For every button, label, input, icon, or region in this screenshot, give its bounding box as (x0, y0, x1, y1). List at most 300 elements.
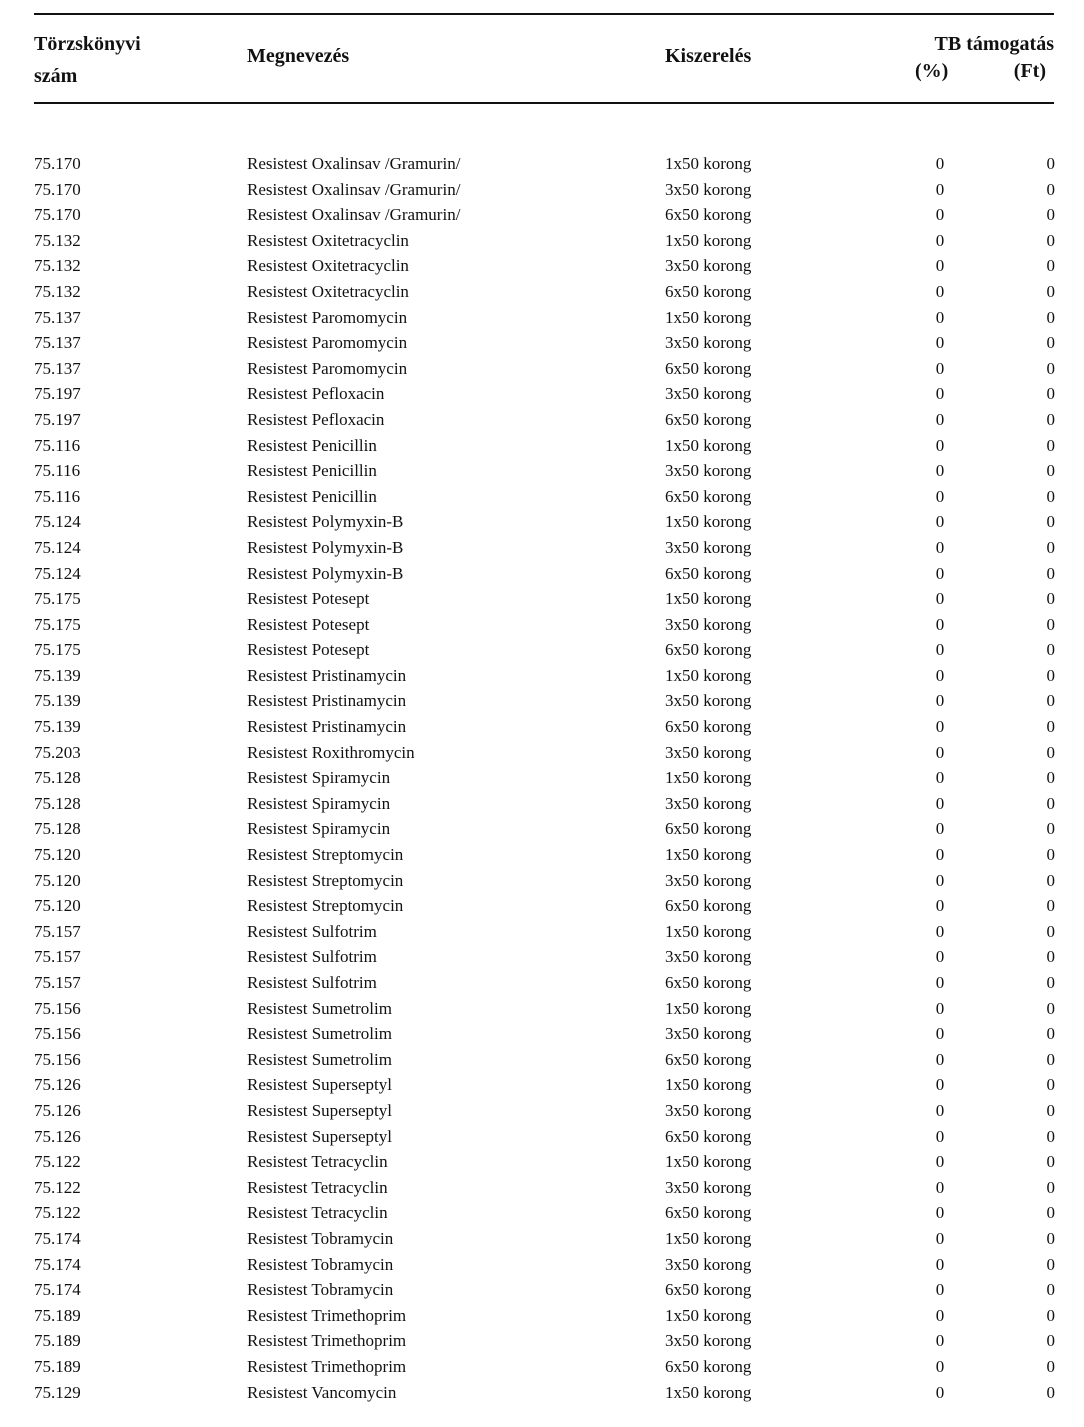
registry-number-cell: 75.174 (34, 1228, 81, 1248)
tb-percent-cell: 0 (935, 1331, 945, 1351)
product-name-cell: Resistest Tobramycin (247, 1228, 394, 1248)
registry-number-cell: 75.137 (34, 358, 81, 378)
tb-forint-cell: 0 (1046, 1024, 1055, 1044)
tb-percent-cell: 0 (935, 845, 945, 865)
packaging-cell: 3x50 korong (665, 256, 752, 276)
registry-number-cell: 75.156 (34, 998, 81, 1018)
product-name-cell: Resistest Paromomycin (247, 333, 408, 353)
registry-number-cell: 75.116 (34, 461, 81, 481)
registry-number-cell: 75.175 (34, 614, 81, 634)
product-name-cell: Resistest Trimethoprim (247, 1331, 407, 1351)
table-row (0, 509, 1084, 535)
product-name-cell: Resistest Sulfotrim (247, 947, 377, 967)
tb-percent-cell: 0 (935, 768, 945, 788)
tb-percent-cell: 0 (935, 870, 945, 890)
packaging-cell: 1x50 korong (665, 768, 752, 788)
product-name-cell: Resistest Oxitetracyclin (247, 281, 409, 301)
packaging-cell: 6x50 korong (665, 1049, 752, 1069)
product-name-cell: Resistest Oxitetracyclin (247, 230, 409, 250)
tb-forint-cell: 0 (1046, 1126, 1055, 1146)
table-row (0, 944, 1084, 970)
table-row (0, 688, 1084, 714)
tb-percent-cell: 0 (935, 1254, 945, 1274)
tb-forint-cell: 0 (1046, 563, 1055, 583)
tb-forint-cell: 0 (1046, 230, 1055, 250)
tb-forint-cell: 0 (1046, 1228, 1055, 1248)
product-name-cell: Resistest Tetracyclin (247, 1177, 388, 1197)
tb-percent-cell: 0 (935, 1356, 945, 1376)
tb-forint-cell: 0 (1046, 665, 1055, 685)
product-name-cell: Resistest Penicillin (247, 486, 377, 506)
registry-number-cell: 75.124 (34, 537, 81, 557)
header-percent: (%) (915, 60, 949, 82)
product-name-cell: Resistest Penicillin (247, 461, 377, 481)
table-row (0, 740, 1084, 766)
tb-percent-cell: 0 (935, 384, 945, 404)
packaging-cell: 1x50 korong (665, 512, 752, 532)
tb-forint-cell: 0 (1046, 793, 1055, 813)
product-name-cell: Resistest Vancomycin (247, 1382, 397, 1402)
packaging-cell: 6x50 korong (665, 1280, 752, 1300)
table-row (0, 1226, 1084, 1252)
registry-number-cell: 75.128 (34, 768, 81, 788)
registry-number-cell: 75.137 (34, 307, 81, 327)
product-name-cell: Resistest Potesept (247, 589, 370, 609)
table-row (0, 714, 1084, 740)
table-row (0, 586, 1084, 612)
tb-forint-cell: 0 (1046, 435, 1055, 455)
tb-percent-cell: 0 (935, 1382, 945, 1402)
product-name-cell: Resistest Polymyxin-B (247, 563, 404, 583)
product-name-cell: Resistest Sumetrolim (247, 1049, 392, 1069)
tb-forint-cell: 0 (1046, 537, 1055, 557)
product-name-cell: Resistest Oxitetracyclin (247, 256, 409, 276)
tb-forint-cell: 0 (1046, 281, 1055, 301)
tb-percent-cell: 0 (935, 461, 945, 481)
packaging-cell: 3x50 korong (665, 1331, 752, 1351)
table-row (0, 1252, 1084, 1278)
tb-forint-cell: 0 (1046, 307, 1055, 327)
product-name-cell: Resistest Polymyxin-B (247, 537, 404, 557)
tb-percent-cell: 0 (935, 665, 945, 685)
packaging-cell: 6x50 korong (665, 563, 752, 583)
tb-forint-cell: 0 (1046, 870, 1055, 890)
packaging-cell: 1x50 korong (665, 1382, 752, 1402)
tb-forint-cell: 0 (1046, 896, 1055, 916)
tb-percent-cell: 0 (935, 358, 945, 378)
registry-number-cell: 75.132 (34, 230, 81, 250)
table-row (0, 1149, 1084, 1175)
tb-forint-cell: 0 (1046, 1356, 1055, 1376)
product-name-cell: Resistest Pefloxacin (247, 409, 385, 429)
packaging-cell: 3x50 korong (665, 537, 752, 557)
tb-forint-cell: 0 (1046, 768, 1055, 788)
table-row (0, 305, 1084, 331)
registry-number-cell: 75.124 (34, 563, 81, 583)
registry-number-cell: 75.175 (34, 589, 81, 609)
tb-percent-cell: 0 (935, 640, 945, 660)
tb-percent-cell: 0 (935, 921, 945, 941)
header-name: Megnevezés (247, 45, 350, 67)
table-row (0, 765, 1084, 791)
header-packaging: Kiszerelés (665, 45, 752, 67)
product-name-cell: Resistest Superseptyl (247, 1126, 392, 1146)
packaging-cell: 6x50 korong (665, 717, 752, 737)
product-name-cell: Resistest Streptomycin (247, 845, 404, 865)
tb-forint-cell: 0 (1046, 512, 1055, 532)
product-name-cell: Resistest Sumetrolim (247, 1024, 392, 1044)
table-row (0, 1277, 1084, 1303)
table-row (0, 151, 1084, 177)
tb-forint-cell: 0 (1046, 998, 1055, 1018)
product-name-cell: Resistest Sulfotrim (247, 973, 377, 992)
tb-forint-cell: 0 (1046, 1331, 1055, 1351)
tb-percent-cell: 0 (935, 563, 945, 583)
packaging-cell: 6x50 korong (665, 409, 752, 429)
tb-forint-cell: 0 (1046, 333, 1055, 353)
tb-forint-cell: 0 (1046, 205, 1055, 225)
tb-percent-cell: 0 (935, 998, 945, 1018)
product-name-cell: Resistest Pristinamycin (247, 717, 407, 737)
table-row (0, 330, 1084, 356)
tb-percent-cell: 0 (935, 819, 945, 839)
tb-percent-cell: 0 (935, 154, 945, 173)
registry-number-cell: 75.156 (34, 1049, 81, 1069)
registry-number-cell: 75.189 (34, 1305, 81, 1325)
registry-number-cell: 75.197 (34, 384, 81, 404)
tb-percent-cell: 0 (935, 537, 945, 557)
tb-forint-cell: 0 (1046, 947, 1055, 967)
packaging-cell: 1x50 korong (665, 589, 752, 609)
tb-percent-cell: 0 (935, 256, 945, 276)
packaging-cell: 6x50 korong (665, 1356, 752, 1376)
product-name-cell: Resistest Potesept (247, 640, 370, 660)
table-row (0, 1354, 1084, 1380)
packaging-cell: 1x50 korong (665, 435, 752, 455)
table-row (0, 893, 1084, 919)
packaging-cell: 3x50 korong (665, 384, 752, 404)
header-registry-line1: Törzskönyvi (34, 33, 141, 55)
tb-forint-cell: 0 (1046, 640, 1055, 660)
product-name-cell: Resistest Streptomycin (247, 870, 404, 890)
registry-number-cell: 75.157 (34, 921, 81, 941)
tb-forint-cell: 0 (1046, 1203, 1055, 1223)
packaging-cell: 3x50 korong (665, 1100, 752, 1120)
tb-percent-cell: 0 (935, 973, 945, 992)
packaging-cell: 1x50 korong (665, 230, 752, 250)
tb-percent-cell: 0 (935, 793, 945, 813)
packaging-cell: 6x50 korong (665, 640, 752, 660)
product-name-cell: Resistest Paromomycin (247, 358, 408, 378)
table-row (0, 1098, 1084, 1124)
packaging-cell: 3x50 korong (665, 793, 752, 813)
table-row (0, 1328, 1084, 1354)
registry-number-cell: 75.128 (34, 819, 81, 839)
product-name-cell: Resistest Spiramycin (247, 768, 391, 788)
product-name-cell: Resistest Pefloxacin (247, 384, 385, 404)
tb-forint-cell: 0 (1046, 358, 1055, 378)
product-name-cell: Resistest Polymyxin-B (247, 512, 404, 532)
table-row (0, 663, 1084, 689)
registry-number-cell: 75.122 (34, 1177, 81, 1197)
tb-forint-cell: 0 (1046, 256, 1055, 276)
table-row (0, 535, 1084, 561)
tb-percent-cell: 0 (935, 435, 945, 455)
packaging-cell: 6x50 korong (665, 205, 752, 225)
table-row (0, 1021, 1084, 1047)
tb-forint-cell: 0 (1046, 973, 1055, 992)
product-name-cell: Resistest Spiramycin (247, 819, 391, 839)
registry-number-cell: 75.189 (34, 1356, 81, 1376)
tb-percent-cell: 0 (935, 1228, 945, 1248)
registry-number-cell: 75.174 (34, 1280, 81, 1300)
tb-forint-cell: 0 (1046, 1254, 1055, 1274)
product-name-cell: Resistest Tetracyclin (247, 1203, 388, 1223)
table-row (0, 253, 1084, 279)
table-row (0, 458, 1084, 484)
product-name-cell: Resistest Streptomycin (247, 896, 404, 916)
tb-percent-cell: 0 (935, 742, 945, 762)
tb-forint-cell: 0 (1046, 845, 1055, 865)
tb-percent-cell: 0 (935, 486, 945, 506)
tb-percent-cell: 0 (935, 896, 945, 916)
table-row (0, 1303, 1084, 1329)
product-name-cell: Resistest Spiramycin (247, 793, 391, 813)
packaging-cell: 1x50 korong (665, 1075, 752, 1095)
registry-number-cell: 75.139 (34, 717, 81, 737)
tb-forint-cell: 0 (1046, 486, 1055, 506)
tb-forint-cell: 0 (1046, 691, 1055, 711)
registry-number-cell: 75.170 (34, 205, 81, 225)
registry-number-cell: 75.120 (34, 896, 81, 916)
table-row (0, 791, 1084, 817)
tb-percent-cell: 0 (935, 614, 945, 634)
table-row (0, 202, 1084, 228)
packaging-cell: 3x50 korong (665, 691, 752, 711)
packaging-cell: 1x50 korong (665, 1152, 752, 1172)
table-row (0, 279, 1084, 305)
packaging-cell: 3x50 korong (665, 179, 752, 199)
packaging-cell: 3x50 korong (665, 461, 752, 481)
table-row (0, 561, 1084, 587)
tb-percent-cell: 0 (935, 1100, 945, 1120)
product-name-cell: Resistest Superseptyl (247, 1100, 392, 1120)
registry-number-cell: 75.116 (34, 435, 81, 455)
product-name-cell: Resistest Tobramycin (247, 1280, 394, 1300)
tb-forint-cell: 0 (1046, 1100, 1055, 1120)
packaging-cell: 3x50 korong (665, 614, 752, 634)
packaging-cell: 1x50 korong (665, 1228, 752, 1248)
packaging-cell: 6x50 korong (665, 896, 752, 916)
packaging-cell: 6x50 korong (665, 281, 752, 301)
tb-percent-cell: 0 (935, 281, 945, 301)
tb-percent-cell: 0 (935, 1126, 945, 1146)
packaging-cell: 1x50 korong (665, 307, 752, 327)
product-name-cell: Resistest Oxalinsav /Gramurin/ (247, 154, 461, 173)
table-row (0, 381, 1084, 407)
product-name-cell: Resistest Trimethoprim (247, 1356, 407, 1376)
packaging-cell: 1x50 korong (665, 998, 752, 1018)
product-name-cell: Resistest Penicillin (247, 435, 377, 455)
packaging-cell: 3x50 korong (665, 947, 752, 967)
tb-percent-cell: 0 (935, 307, 945, 327)
tb-forint-cell: 0 (1046, 1177, 1055, 1197)
top-rule (34, 13, 1054, 15)
tb-forint-cell: 0 (1046, 1049, 1055, 1069)
tb-percent-cell: 0 (935, 947, 945, 967)
product-name-cell: Resistest Paromomycin (247, 307, 408, 327)
tb-percent-cell: 0 (935, 589, 945, 609)
packaging-cell: 6x50 korong (665, 973, 752, 992)
table-row (0, 228, 1084, 254)
registry-number-cell: 75.157 (34, 973, 81, 992)
tb-forint-cell: 0 (1046, 461, 1055, 481)
table-row (0, 868, 1084, 894)
registry-number-cell: 75.174 (34, 1254, 81, 1274)
registry-number-cell: 75.124 (34, 512, 81, 532)
table-row (0, 996, 1084, 1022)
table-row (0, 919, 1084, 945)
registry-number-cell: 75.175 (34, 640, 81, 660)
registry-number-cell: 75.170 (34, 154, 81, 173)
table-row (0, 637, 1084, 663)
tb-percent-cell: 0 (935, 1152, 945, 1172)
table-row (0, 1047, 1084, 1073)
packaging-cell: 6x50 korong (665, 486, 752, 506)
header-forint: (Ft) (1013, 60, 1046, 82)
packaging-cell: 3x50 korong (665, 870, 752, 890)
tb-percent-cell: 0 (935, 230, 945, 250)
product-name-cell: Resistest Oxalinsav /Gramurin/ (247, 179, 461, 199)
packaging-cell: 6x50 korong (665, 1203, 752, 1223)
tb-forint-cell: 0 (1046, 1280, 1055, 1300)
tb-forint-cell: 0 (1046, 1152, 1055, 1172)
table-row (0, 356, 1084, 382)
registry-number-cell: 75.129 (34, 1382, 81, 1402)
header-tb-support: TB támogatás (934, 33, 1054, 55)
tb-percent-cell: 0 (935, 691, 945, 711)
registry-number-cell: 75.120 (34, 870, 81, 890)
registry-number-cell: 75.126 (34, 1075, 81, 1095)
product-name-cell: Resistest Tetracyclin (247, 1152, 388, 1172)
tb-forint-cell: 0 (1046, 1305, 1055, 1325)
tb-forint-cell: 0 (1046, 589, 1055, 609)
table-body (0, 151, 1084, 1405)
registry-number-cell: 75.137 (34, 333, 81, 353)
tb-forint-cell: 0 (1046, 1075, 1055, 1095)
header-registry-number (34, 28, 141, 92)
tb-percent-cell: 0 (935, 1203, 945, 1223)
table-row (0, 842, 1084, 868)
packaging-cell: 1x50 korong (665, 154, 752, 173)
tb-forint-cell: 0 (1046, 409, 1055, 429)
tb-percent-cell: 0 (935, 409, 945, 429)
packaging-cell: 1x50 korong (665, 665, 752, 685)
tb-forint-cell: 0 (1046, 179, 1055, 199)
registry-number-cell: 75.126 (34, 1100, 81, 1120)
packaging-cell: 3x50 korong (665, 1177, 752, 1197)
product-name-cell: Resistest Sumetrolim (247, 998, 392, 1018)
table-row (0, 177, 1084, 203)
table-row (0, 1200, 1084, 1226)
tb-percent-cell: 0 (935, 1049, 945, 1069)
table-row (0, 970, 1084, 996)
product-name-cell: Resistest Superseptyl (247, 1075, 392, 1095)
table-row (0, 484, 1084, 510)
packaging-cell: 6x50 korong (665, 819, 752, 839)
product-name-cell: Resistest Pristinamycin (247, 665, 407, 685)
product-name-cell: Resistest Roxithromycin (247, 742, 415, 762)
tb-forint-cell: 0 (1046, 384, 1055, 404)
registry-number-cell: 75.139 (34, 665, 81, 685)
registry-number-cell: 75.128 (34, 793, 81, 813)
packaging-cell: 6x50 korong (665, 1126, 752, 1146)
tb-forint-cell: 0 (1046, 742, 1055, 762)
packaging-cell: 3x50 korong (665, 333, 752, 353)
packaging-cell: 1x50 korong (665, 1305, 752, 1325)
product-name-cell: Resistest Tobramycin (247, 1254, 394, 1274)
product-name-cell: Resistest Sulfotrim (247, 921, 377, 941)
registry-number-cell: 75.203 (34, 742, 81, 762)
packaging-cell: 1x50 korong (665, 845, 752, 865)
registry-number-cell: 75.157 (34, 947, 81, 967)
product-name-cell: Resistest Pristinamycin (247, 691, 407, 711)
packaging-cell: 3x50 korong (665, 1254, 752, 1274)
table-row (0, 407, 1084, 433)
packaging-cell: 1x50 korong (665, 921, 752, 941)
registry-number-cell: 75.197 (34, 409, 81, 429)
registry-number-cell: 75.139 (34, 691, 81, 711)
tb-forint-cell: 0 (1046, 819, 1055, 839)
tb-percent-cell: 0 (935, 1305, 945, 1325)
product-name-cell: Resistest Oxalinsav /Gramurin/ (247, 205, 461, 225)
registry-number-cell: 75.120 (34, 845, 81, 865)
tb-forint-cell: 0 (1046, 717, 1055, 737)
packaging-cell: 3x50 korong (665, 742, 752, 762)
registry-number-cell: 75.122 (34, 1152, 81, 1172)
tb-percent-cell: 0 (935, 1024, 945, 1044)
registry-number-cell: 75.156 (34, 1024, 81, 1044)
tb-percent-cell: 0 (935, 1280, 945, 1300)
packaging-cell: 3x50 korong (665, 1024, 752, 1044)
tb-forint-cell: 0 (1046, 154, 1055, 173)
table-row (0, 612, 1084, 638)
table-row (0, 433, 1084, 459)
registry-number-cell: 75.116 (34, 486, 81, 506)
registry-number-cell: 75.189 (34, 1331, 81, 1351)
registry-number-cell: 75.170 (34, 179, 81, 199)
tb-percent-cell: 0 (935, 512, 945, 532)
product-name-cell: Resistest Trimethoprim (247, 1305, 407, 1325)
product-name-cell: Resistest Potesept (247, 614, 370, 634)
header-registry-line2: szám (34, 65, 78, 87)
table-row (0, 1124, 1084, 1150)
table-row (0, 1380, 1084, 1406)
header-rule (34, 102, 1054, 104)
tb-forint-cell: 0 (1046, 921, 1055, 941)
tb-percent-cell: 0 (935, 205, 945, 225)
tb-percent-cell: 0 (935, 717, 945, 737)
registry-number-cell: 75.132 (34, 281, 81, 301)
registry-number-cell: 75.126 (34, 1126, 81, 1146)
registry-number-cell: 75.132 (34, 256, 81, 276)
tb-forint-cell: 0 (1046, 1382, 1055, 1402)
tb-percent-cell: 0 (935, 333, 945, 353)
packaging-cell: 6x50 korong (665, 358, 752, 378)
table-row (0, 1072, 1084, 1098)
table-row (0, 1175, 1084, 1201)
tb-percent-cell: 0 (935, 1177, 945, 1197)
